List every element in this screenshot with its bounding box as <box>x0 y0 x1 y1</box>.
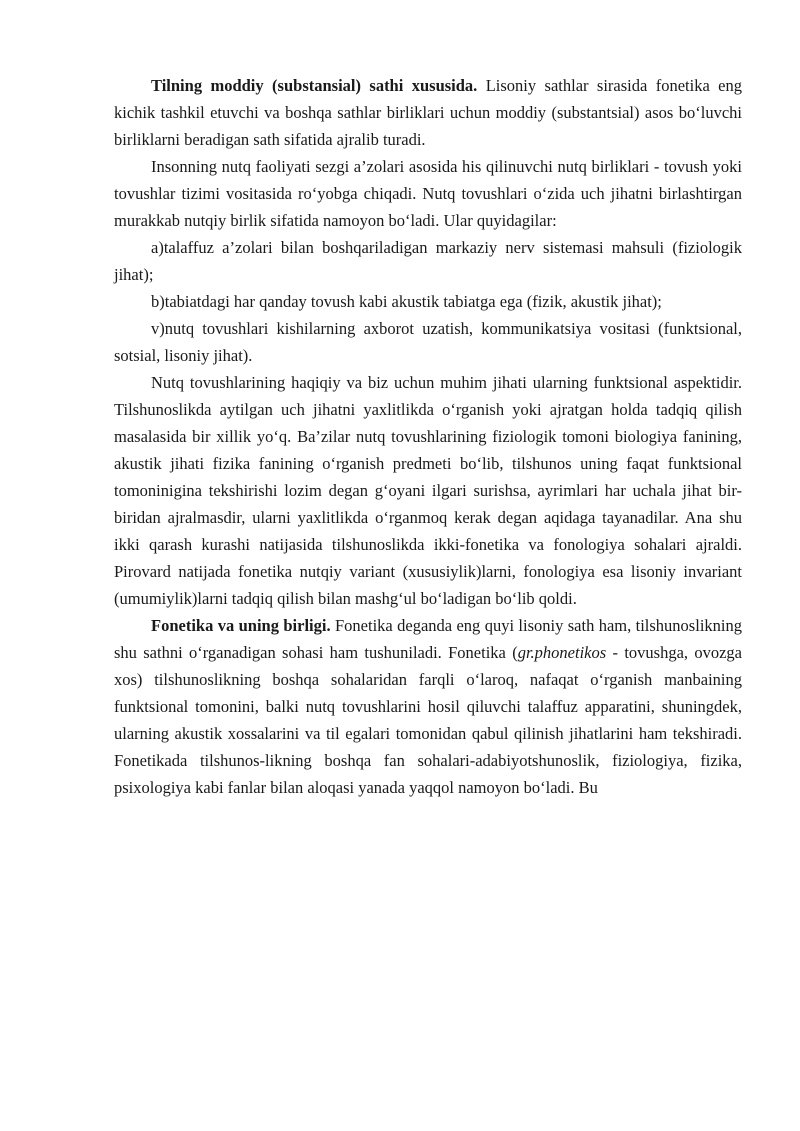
list-item-acoustic: b)tabiatdagi har qanday tovush kabi akustik tabiatga ega (fizik, akustik jihat); <box>151 292 662 311</box>
paragraph-speech-sounds: Insonning nutq faoliyati sezgi a’zolari asosida his qilinuvchi nutq birliklari - tovush yoki tovushlar tizimi vositasida ro‘yobga chiqadi. Nutq tovushlari o‘zida uch jihatni birlashtirgan murakkab nutqiy birlik sifatida namoyon bo‘ladi. Ular quyidagilar: <box>114 157 742 230</box>
paragraph-functional-aspect: Nutq tovushlarining haqiqiy va biz uchun muhim jihati ularning funktsional aspektidir. Tilshunoslikda aytilgan uch jihatni yaxlitlikda o‘rganish yoki ajratgan holda tadqiq qilish masalasida bir xillik yo‘q. Ba’zilar nutq tovushlarining fiziologik tomoni biologiya fanining, akustik jihati fizika fanining o‘rganish predmeti bo‘lib, tilshunos uning faqat funktsional tomoninigina tekshirishi lozim degan g‘oyani ilgari surishsa, ayrimlari har uchala jihat bir-biridan ajralmasdir, ularni yaxlitlikda o‘rganmoq kerak degan aqidaga tayanadilar. Ana shu ikki qarash kurashi natijasida tilshunoslikda ikki-fonetika va fonologiya sohalari ajraldi. Pirovard natijada fonetika nutqiy variant (xususiylik)larni, fonologiya esa lisoniy invariant (umumiylik)larni tadqiq qilish bilan mashg‘ul bo‘ladigan bo‘lib qoldi. <box>114 373 742 608</box>
list-item-physiological: a)talaffuz a’zolari bilan boshqariladigan markaziy nerv sistemasi mahsuli (fiziologik jihat); <box>114 238 742 284</box>
list-item-functional: v)nutq tovushlari kishilarning axborot uzatish, kommunikatsiya vositasi (funktsional, sotsial, lisoniy jihat). <box>114 319 742 365</box>
greek-term: gr.phonetikos <box>517 643 607 662</box>
paragraph-substantial-level <box>114 72 742 153</box>
section-heading-substantial-level: Tilning moddiy (substansial) sathi xususida. <box>151 76 478 95</box>
document-page <box>114 72 742 801</box>
paragraph-text: - tovushga, ovozga xos) tilshunoslikning boshqa sohalaridan farqli o‘laroq, nafaqat o‘rganish manbaining funktsional tomonini, balki nutq tovushlarini hosil qiluvchi talaffuz apparatini, shuningdek, ularning akustik xossalarini va til egalari tomonidan qabul qilinish jihatlarini ham tekshiradi. Fonetikada tilshunos-likning boshqa fan sohalari-adabiyotshunoslik, fiziologiya, fizika, psixologiya kabi fanlar bilan aloqasi yanada yaqqol namoyon bo‘ladi. Bu <box>114 643 742 797</box>
paragraph-text: Lisoniy sathlar sirasida fonetika eng kichik tashkil etuvchi va boshqa sathlar birliklari uchun moddiy (substantsial) asos bo‘luvchi birliklarni beradigan sath sifatida ajralib turadi. <box>114 76 743 149</box>
section-heading-phonetics: Fonetika va uning birligi. <box>151 616 331 635</box>
paragraph-phonetics <box>114 612 742 801</box>
paragraph-text: Fonetika deganda eng quyi lisoniy sath ham, tilshunoslikning shu sathni o‘rganadigan sohasi ham tushuniladi. Fonetika ( <box>114 616 742 662</box>
